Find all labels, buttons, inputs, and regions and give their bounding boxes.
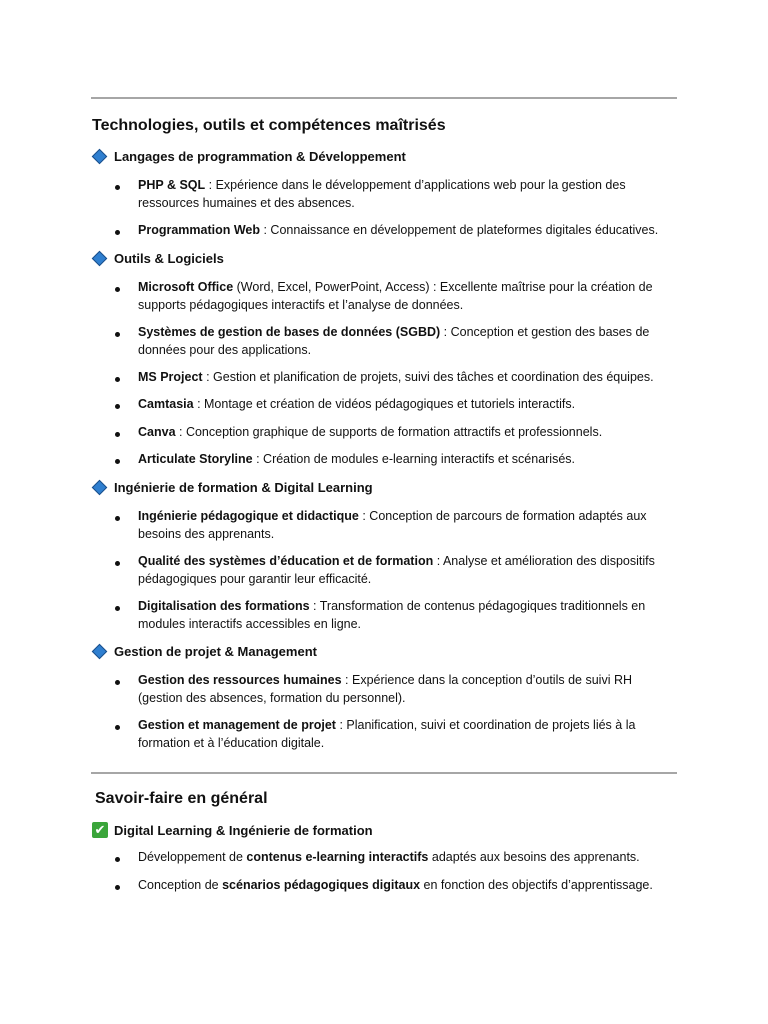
item-label: Qualité des systèmes d’éducation et de formation bbox=[138, 554, 434, 568]
bullet-icon bbox=[115, 459, 120, 464]
item-text: : Montage et création de vidéos pédagogiques et tutoriels interactifs. bbox=[193, 397, 576, 411]
blue-diamond-icon bbox=[92, 480, 108, 496]
blue-diamond-icon bbox=[92, 149, 108, 165]
item-label: Gestion et management de projet bbox=[138, 718, 336, 732]
section-divider bbox=[91, 772, 677, 774]
subsection-heading-label: Ingénierie de formation & Digital Learning bbox=[114, 480, 373, 495]
item-text: : Expérience dans le développement d’applications web pour la gestion des ressources humaines et des absences. bbox=[138, 178, 626, 210]
item-prefix: Conception de bbox=[138, 878, 223, 892]
blue-diamond-icon bbox=[92, 251, 108, 267]
section-title: Savoir-faire en général bbox=[95, 790, 268, 807]
bullet-icon bbox=[115, 332, 120, 337]
item-label: Programmation Web bbox=[138, 223, 261, 237]
bullet-icon bbox=[115, 857, 120, 862]
item-label: Digitalisation des formations bbox=[138, 599, 310, 613]
bullet-icon bbox=[115, 725, 120, 730]
list-item bbox=[138, 176, 678, 212]
list-item bbox=[138, 221, 678, 239]
item-label: Articulate Storyline bbox=[138, 452, 253, 466]
item-label: PHP & SQL bbox=[138, 178, 206, 192]
list-item bbox=[138, 876, 678, 894]
subsection-heading-label: Langages de programmation & Développement bbox=[114, 149, 406, 164]
bullet-icon bbox=[115, 287, 120, 292]
item-label: scénarios pédagogiques digitaux bbox=[222, 878, 421, 892]
bullet-icon bbox=[115, 680, 120, 685]
item-text: : Conception et gestion des bases de données pour des applications. bbox=[138, 325, 650, 357]
list-item bbox=[138, 671, 678, 707]
subsection-heading-label: Gestion de projet & Management bbox=[114, 644, 317, 659]
item-label: Gestion des ressources humaines bbox=[138, 673, 342, 687]
list-item bbox=[138, 716, 678, 752]
list-item bbox=[138, 848, 678, 866]
item-text: : Gestion et planification de projets, suivi des tâches et coordination des équipes. bbox=[202, 370, 654, 384]
item-text: : Conception de parcours de formation adaptés aux besoins des apprenants. bbox=[138, 509, 647, 541]
item-label: Ingénierie pédagogique et didactique bbox=[138, 509, 359, 523]
subsection-heading bbox=[92, 149, 406, 164]
item-label: contenus e-learning interactifs bbox=[246, 850, 429, 864]
blue-diamond-icon bbox=[92, 644, 108, 660]
item-text: en fonction des objectifs d’apprentissage. bbox=[420, 878, 653, 892]
bullet-icon bbox=[115, 606, 120, 611]
subsection-heading bbox=[92, 480, 373, 495]
item-label: MS Project bbox=[138, 370, 203, 384]
item-label: Camtasia bbox=[138, 397, 194, 411]
list-item bbox=[138, 552, 678, 588]
list-item bbox=[138, 368, 678, 386]
item-text: : Expérience dans la conception d’outils de suivi RH (gestion des absences, formation du personnel). bbox=[138, 673, 632, 705]
list-item bbox=[138, 278, 678, 314]
item-text: adaptés aux besoins des apprenants. bbox=[428, 850, 640, 864]
item-text: : Transformation de contenus pédagogiques traditionnels en modules interactifs accessibles en ligne. bbox=[138, 599, 646, 631]
list-item bbox=[138, 450, 678, 468]
section-title: Technologies, outils et compétences maîtrisés bbox=[92, 117, 446, 134]
bullet-icon bbox=[115, 185, 120, 190]
subsection-heading bbox=[92, 644, 317, 659]
subsection-heading-label: Digital Learning & Ingénierie de formation bbox=[114, 822, 373, 838]
item-text: : Création de modules e-learning interactifs et scénarisés. bbox=[252, 452, 576, 466]
item-label: Systèmes de gestion de bases de données (SGBD) bbox=[138, 325, 441, 339]
item-text: : Analyse et amélioration des dispositifs pédagogiques pour garantir leur efficacité. bbox=[138, 554, 655, 586]
subsection-heading bbox=[92, 822, 373, 838]
bullet-icon bbox=[115, 561, 120, 566]
bullet-icon bbox=[115, 230, 120, 235]
item-text: (Word, Excel, PowerPoint, Access) : Excellente maîtrise pour la création de supports pédagogiques interactifs et l’analyse de données. bbox=[138, 280, 653, 312]
list-item bbox=[138, 423, 678, 441]
bullet-icon bbox=[115, 377, 120, 382]
bullet-icon bbox=[115, 885, 120, 890]
subsection-heading-label: Outils & Logiciels bbox=[114, 251, 224, 266]
bullet-icon bbox=[115, 404, 120, 409]
list-item bbox=[138, 597, 678, 633]
item-text: : Connaissance en développement de plateformes digitales éducatives. bbox=[260, 223, 659, 237]
bullet-icon bbox=[115, 516, 120, 521]
list-item bbox=[138, 323, 678, 359]
list-item bbox=[138, 395, 678, 413]
item-label: Microsoft Office bbox=[138, 280, 234, 294]
section-divider bbox=[91, 97, 677, 99]
item-prefix: Développement de bbox=[138, 850, 247, 864]
subsection-heading bbox=[92, 251, 224, 266]
green-check-icon: ✔ bbox=[92, 822, 108, 838]
list-item bbox=[138, 507, 678, 543]
item-text: : Planification, suivi et coordination de projets liés à la formation et à l’éducation digitale. bbox=[138, 718, 636, 750]
item-text: : Conception graphique de supports de formation attractifs et professionnels. bbox=[175, 425, 603, 439]
bullet-icon bbox=[115, 432, 120, 437]
item-label: Canva bbox=[138, 425, 176, 439]
